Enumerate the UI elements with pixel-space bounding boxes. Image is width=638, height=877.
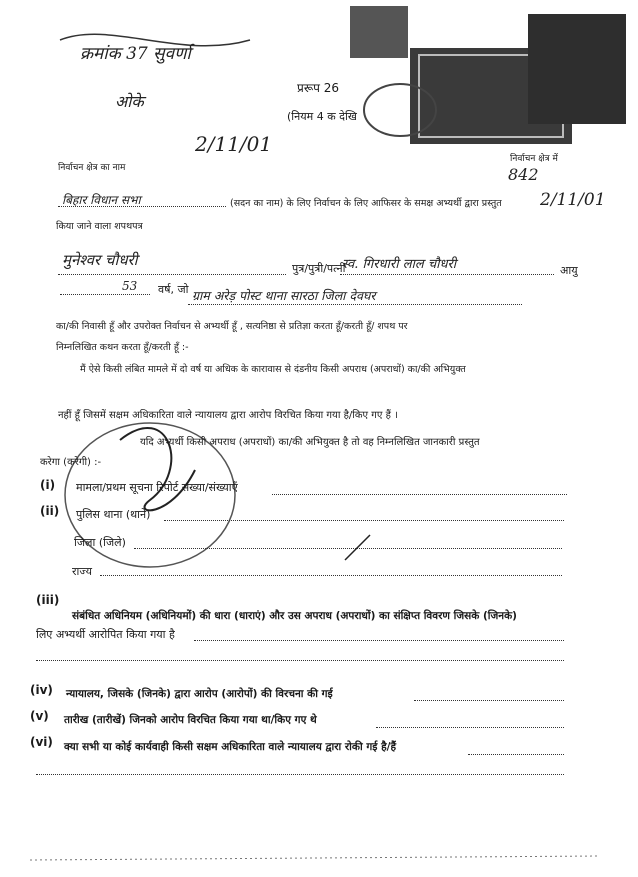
affidavit-title-line: किया जाने वाला शपथपत्र bbox=[56, 221, 143, 232]
age-line bbox=[60, 294, 150, 295]
state-label: राज्य bbox=[72, 565, 93, 578]
item-iii-blank-1 bbox=[194, 640, 564, 641]
constituency-name-label: निर्वाचन क्षेत्र का नाम bbox=[58, 163, 126, 173]
item-vi-blank-2 bbox=[36, 774, 564, 775]
paragraph-1-line-1: मैं ऐसे किसी लंबित मामले में दो वर्ष या अधिक के कारावास से दंडनीय किसी अपराध (अपराधों) का/की अभियुक्त bbox=[80, 364, 466, 375]
serial-number: 842 bbox=[508, 165, 539, 184]
item-iii-text-line-2: लिए अभ्यर्थी आरोपित किया गया है bbox=[36, 628, 175, 641]
handwritten-date-right: 2/11/01 bbox=[540, 190, 606, 210]
item-iii-text-line-1: संबंधित अधिनियम (अधिनियमों) की धारा (धाराएं) और उस अपराध (अपराधों) का संक्षिप्त विवरण जिसके (जिनके) bbox=[72, 610, 517, 622]
address-line bbox=[188, 304, 522, 305]
item-v-text: तारीख (तारीखें) जिनको आरोप विरचित किया गया था/किए गए थे bbox=[64, 714, 317, 726]
candidate-name: मुनेश्वर चौधरी bbox=[62, 251, 138, 269]
years-label: वर्ष, जो bbox=[158, 283, 189, 296]
item-vi-label: (vi) bbox=[30, 735, 53, 749]
round-seal-stamp bbox=[364, 84, 436, 136]
item-iii-label: (iii) bbox=[36, 593, 60, 607]
state-blank bbox=[100, 575, 562, 576]
item-iv-blank bbox=[414, 700, 564, 701]
form-number: प्ररूप 26 bbox=[297, 81, 340, 95]
paragraph-2-line-2: करेगा (करेगी) :- bbox=[40, 457, 102, 468]
district-label: जिला (जिले) bbox=[74, 536, 126, 549]
item-i-label: (i) bbox=[40, 478, 56, 492]
age-label: आयु bbox=[560, 264, 578, 277]
district-blank bbox=[134, 548, 562, 549]
handwritten-top-note-2: ओके bbox=[115, 92, 144, 111]
candidate-address: ग्राम अरेड़ पोस्ट थाना सारठा जिला देवघर bbox=[192, 288, 376, 303]
relation-label: पुत्र/पुत्री/पत्नी bbox=[292, 262, 346, 275]
item-v-blank bbox=[376, 727, 564, 728]
item-ii-blank bbox=[164, 520, 564, 521]
affidavit-intro-line: (सदन का नाम) के लिए निर्वाचन के लिए आफिसर के समक्ष अभ्यर्थी द्वारा प्रस्तुत bbox=[230, 198, 502, 209]
item-iv-text: न्यायालय, जिसके (जिनके) द्वारा आरोप (आरोपों) की विरचना की गई bbox=[66, 688, 333, 700]
oath-statement: निम्नलिखित कथन करता हूँ/करती हूँ :- bbox=[56, 342, 189, 353]
handwritten-signature-date: 2/11/01 bbox=[195, 132, 273, 156]
item-iii-blank-2 bbox=[36, 660, 564, 661]
house-name-line bbox=[58, 206, 226, 207]
father-name-line bbox=[340, 274, 554, 275]
constituency-handwritten: बिहार विधान सभा bbox=[62, 193, 141, 207]
bottom-smudge bbox=[30, 856, 600, 860]
candidate-age: 53 bbox=[122, 279, 138, 293]
father-name: स्व. गिरधारी लाल चौधरी bbox=[342, 257, 457, 272]
item-ii-text: पुलिस थाना (थाने) bbox=[76, 508, 151, 521]
paragraph-2-line-1: यदि अभ्यर्थी किसी अपराध (अपराधों) का/की अभियुक्त है तो वह निम्नलिखित जानकारी प्रस्तुत bbox=[140, 437, 480, 448]
item-v-label: (v) bbox=[30, 709, 49, 723]
paragraph-1-line-2: नहीं हूँ जिसमें सक्षम अधिकारिता वाले न्यायालय द्वारा आरोप विरचित किया गया है/किए गए हैं । bbox=[58, 410, 398, 421]
item-i-blank bbox=[272, 494, 567, 495]
rule-reference: (नियम 4 क देखि bbox=[287, 110, 357, 123]
item-i-text: मामला/प्रथम सूचना रिपोर्ट संख्या/संख्याएँ bbox=[76, 481, 238, 494]
handwritten-top-note: क्रमांक 37 सुवर्णा bbox=[80, 44, 191, 64]
item-vi-text: क्या सभी या कोई कार्यवाही किसी सक्षम अधिकारिता वाले न्यायालय द्वारा रोकी गई है/हैं bbox=[64, 741, 397, 753]
candidate-name-line bbox=[58, 274, 286, 275]
constituency-right-label: निर्वाचन क्षेत्र में bbox=[510, 154, 558, 164]
residence-statement: का/की निवासी हूँ और उपरोक्त निर्वाचन से अभ्यर्थी हूँ , सत्यनिष्ठा से प्रतिज्ञा करता हूँ/करती हूँ/ शपथ पर bbox=[56, 321, 408, 332]
item-ii-label: (ii) bbox=[40, 504, 60, 518]
item-vi-blank bbox=[468, 754, 564, 755]
item-iv-label: (iv) bbox=[30, 683, 53, 697]
